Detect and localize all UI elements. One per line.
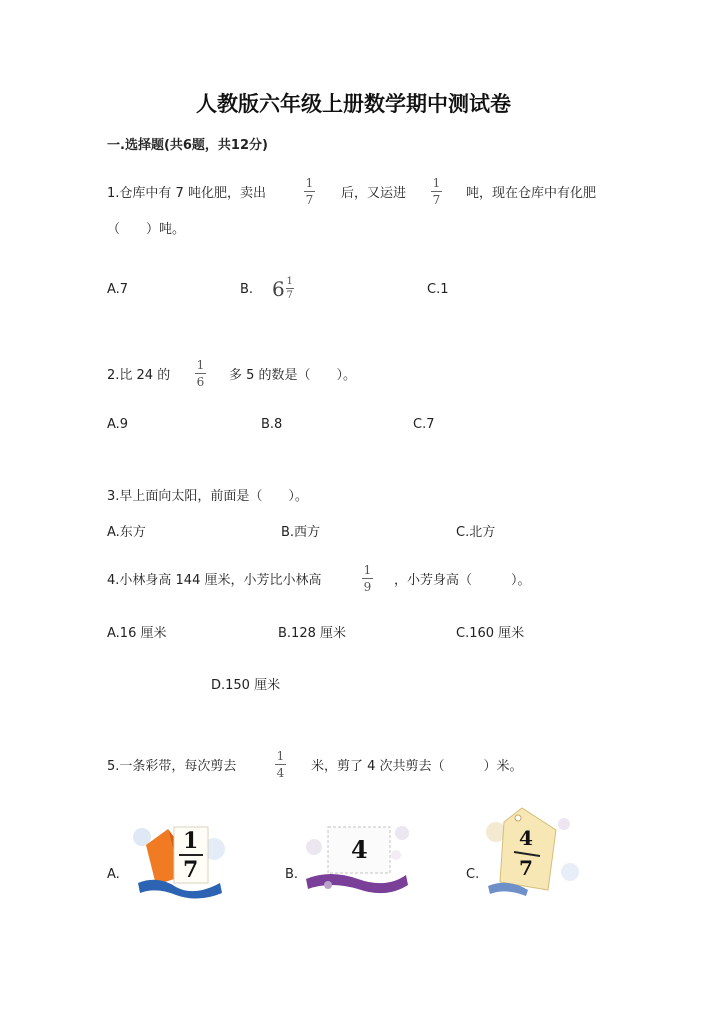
fraction-denominator: 7 <box>432 193 441 207</box>
q1-option-b[interactable]: B. <box>240 282 254 297</box>
q2-option-a[interactable]: A.9 <box>107 417 129 432</box>
q5-text-part2: 米，剪了 4 次共剪去（ ）米。 <box>311 759 523 774</box>
section-heading: 一.选择题(共6题，共12分) <box>107 138 268 153</box>
fraction-denominator: 4 <box>276 766 285 780</box>
q1-option-a[interactable]: A.7 <box>107 282 129 297</box>
q5-option-b[interactable]: B. <box>285 867 299 882</box>
q5-option-c-card[interactable] <box>482 802 582 898</box>
q4-option-c[interactable]: C.160 厘米 <box>456 626 525 641</box>
fraction-denominator: 7 <box>305 193 314 207</box>
fraction-denominator: 6 <box>196 375 205 389</box>
card-numerator: 4 <box>519 826 533 850</box>
fraction-denominator: 9 <box>363 580 372 594</box>
q5-option-a[interactable]: A. <box>107 867 120 882</box>
q2-option-c[interactable]: C.7 <box>413 417 435 432</box>
q5-fraction <box>275 749 286 780</box>
page-title: 人教版六年级上册数学期中测试卷 <box>196 91 511 116</box>
q4-option-a[interactable]: A.16 厘米 <box>107 626 167 641</box>
q4-text-part1: 4.小林身高 144 厘米，小芳比小林高 <box>107 573 322 588</box>
q1-text-part2: 后，又运进 <box>341 186 407 201</box>
card-numerator: 1 <box>183 828 199 854</box>
q3-option-b[interactable]: B.西方 <box>281 525 321 540</box>
fraction-bar <box>275 764 286 765</box>
fraction-numerator: 1 <box>305 176 314 190</box>
ribbon-banner-graphic <box>128 815 228 900</box>
q3-text: 3.早上面向太阳，前面是（ ）。 <box>107 489 308 504</box>
tag-graphic <box>482 802 582 898</box>
q5-text-part1: 5.一条彩带，每次剪去 <box>107 759 237 774</box>
card-denominator: 7 <box>183 857 199 883</box>
fraction-bar <box>431 191 442 192</box>
q4-text-part2: ，小芳身高（ ）。 <box>394 573 531 588</box>
q3-option-a[interactable]: A.东方 <box>107 525 146 540</box>
fraction-numerator: 1 <box>276 749 285 763</box>
fraction-bar <box>362 578 373 579</box>
mixed-fraction <box>286 276 294 301</box>
fraction-bar <box>286 288 294 289</box>
q2-text-part2: 多 5 的数是（ ）。 <box>229 368 357 383</box>
q1-text-line2: （ ）吨。 <box>107 222 186 237</box>
q5-option-a-card[interactable] <box>128 815 228 900</box>
fraction-numerator: 1 <box>196 358 205 372</box>
fraction-numerator: 1 <box>432 176 441 190</box>
q2-text-part1: 2.比 24 的 <box>107 368 171 383</box>
card-denominator: 7 <box>519 856 533 880</box>
fraction-bar <box>304 191 315 192</box>
q5-option-b-card[interactable] <box>302 815 412 895</box>
q1-fraction-2 <box>431 176 442 207</box>
fraction-numerator: 1 <box>363 563 372 577</box>
q2-fraction <box>195 358 206 389</box>
q1-option-c[interactable]: C.1 <box>427 282 449 297</box>
q5-option-c[interactable]: C. <box>466 867 480 882</box>
q4-option-d[interactable]: D.150 厘米 <box>211 678 281 693</box>
card-number: 4 <box>351 835 368 864</box>
q1-option-b-mixed-number <box>272 276 294 301</box>
q2-option-b[interactable]: B.8 <box>261 417 283 432</box>
fraction-bar <box>195 373 206 374</box>
q4-option-b[interactable]: B.128 厘米 <box>278 626 346 641</box>
mixed-whole: 6 <box>272 276 285 301</box>
q1-fraction-1 <box>304 176 315 207</box>
q1-text-part1: 1.仓库中有 7 吨化肥，卖出 <box>107 186 266 201</box>
q3-option-c[interactable]: C.北方 <box>456 525 496 540</box>
fraction-denominator: 7 <box>286 290 293 301</box>
q4-fraction <box>362 563 373 594</box>
fraction-numerator: 1 <box>286 276 293 287</box>
q1-text-part3: 吨，现在仓库中有化肥 <box>466 186 597 201</box>
